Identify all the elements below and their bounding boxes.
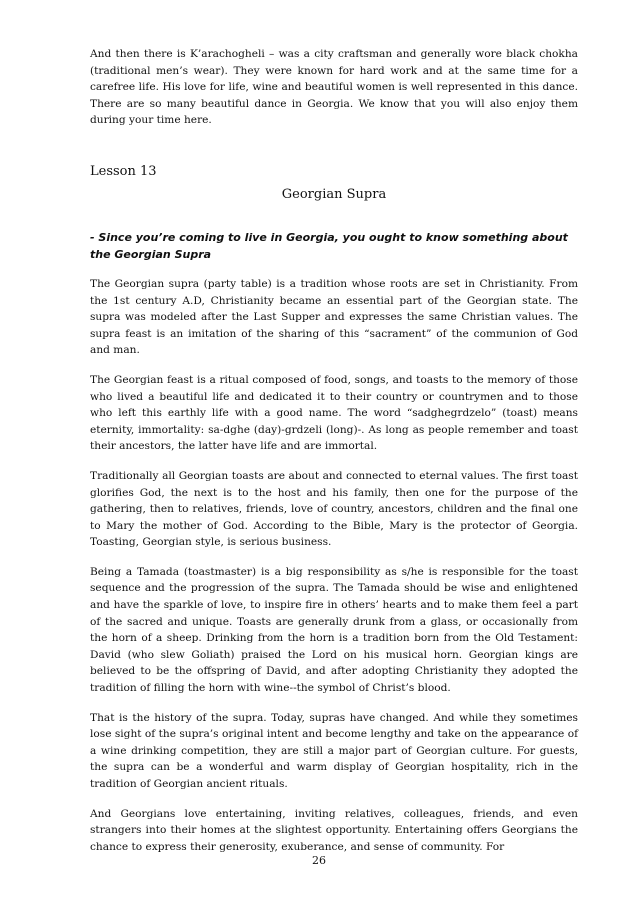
lesson-label: Lesson 13	[90, 163, 157, 179]
body-paragraph-2: The Georgian feast is a ritual composed of food, songs, and toasts to the memory of those who lived a beautiful life and dedicated it to their country or countrymen and to those who left this earthly life with a good name. The word “sadghegrdzelo” (toast) means eternity, immortality: sa-dghe (day)-grdzeli (long)-. As long as people remember and toast their ancestors, the latter have life and are immortal.	[90, 373, 578, 453]
document-page	[90, 46, 578, 855]
page-title: Georgian Supra	[281, 186, 387, 202]
intro-paragraph: And then there is K’arachogheli – was a city craftsman and generally wore black chokha (traditional men’s wear). They were known for hard work and at the same time for a carefree life. His love for life, wine and beautiful women is well represented in this dance. There are so many beautiful dance in Georgia. We know that you will also enjoy them during your time here.	[90, 48, 578, 127]
lesson-subtitle: - Since you’re coming to live in Georgia, you ought to know something about the Georgian Supra	[90, 230, 568, 262]
body-paragraph-3: Traditionally all Georgian toasts are about and connected to eternal values. The first toast glorifies God, the next is to the host and his family, then one for the purpose of the gathering, then to relatives, friends, love of country, ancestors, children and the final one to Mary the mother of God. According to the Bible, Mary is the protector of Georgia. Toasting, Georgian style, is serious business.	[90, 469, 578, 549]
body-paragraph-4: Being a Tamada (toastmaster) is a big responsibility as s/he is responsible for the toast sequence and the progression of the supra. The Tamada should be wise and enlightened and have the sparkle of love, to inspire fire in others’ hearts and to make them feel a part of the sacred and unique. Toasts are generally drunk from a glass, or occasionally from the horn of a sheep. Drinking from the horn is a tradition born from the Old Testament: David (who slew Goliath) praised the Lord on his musical horn. Georgian kings are believed to be the offspring of David, and after adopting Christianity they adopted the tradition of filling the horn with wine--the symbol of Christ’s blood.	[90, 565, 578, 695]
body-paragraph-6: And Georgians love entertaining, inviting relatives, colleagues, friends, and even strangers into their homes at the slightest opportunity. Entertaining offers Georgians the chance to express their generosity, exuberance, and sense of community. For	[90, 807, 578, 853]
page-number: 26	[312, 854, 326, 867]
body-paragraph-1: The Georgian supra (party table) is a tradition whose roots are set in Christianity. From the 1st century A.D, Christianity became an essential part of the Georgian state. The supra was modeled after the Last Supper and expresses the same Christian values. The supra feast is an imitation of the sharing of this “sacrament” of the communion of God and man.	[90, 277, 578, 357]
body-paragraph-5: That is the history of the supra. Today, supras have changed. And while they sometimes lose sight of the supra’s original intent and become lengthy and take on the appearance of a wine drinking competition, they are still a major part of Georgian culture. For guests, the supra can be a wonderful and warm display of Georgian hospitality, rich in the tradition of Georgian ancient rituals.	[90, 711, 578, 790]
